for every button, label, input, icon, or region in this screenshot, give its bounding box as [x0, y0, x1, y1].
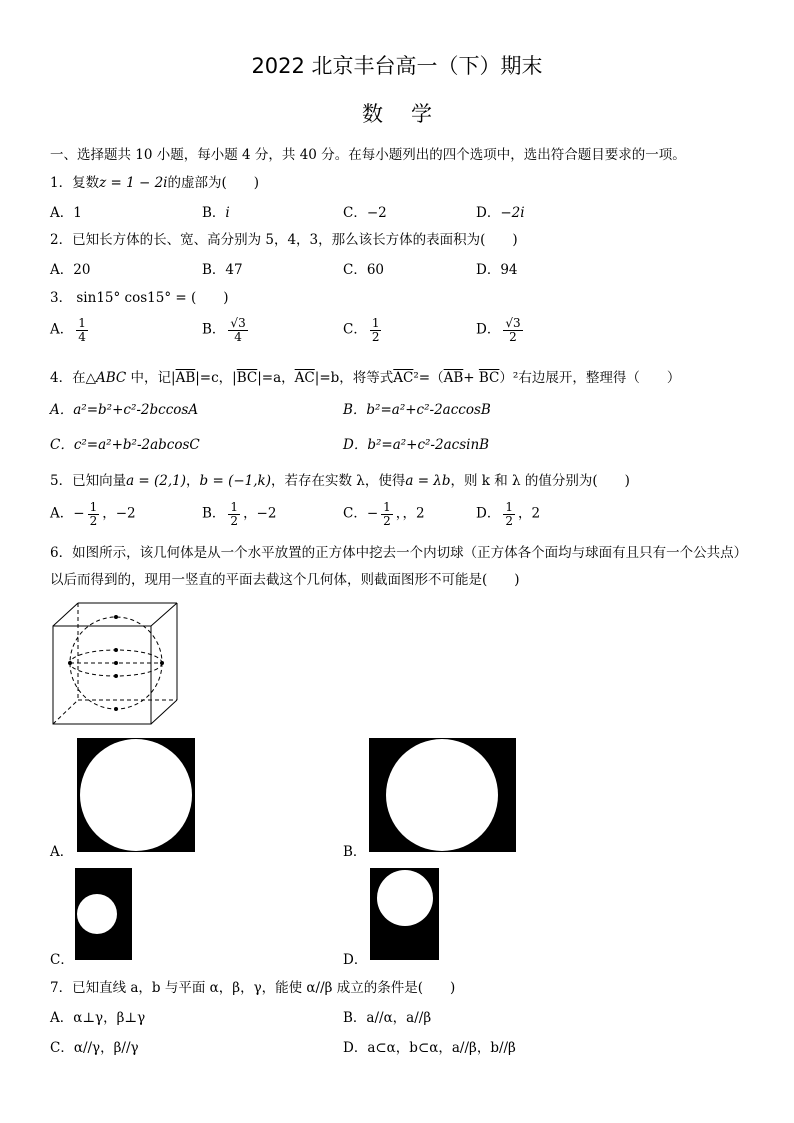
- q1-stem-math: z = 1 − 2i: [99, 175, 168, 191]
- sphere-left-point: [68, 661, 72, 665]
- q4-option-a[interactable]: A．a²=b²+c²-2bccosA: [50, 402, 199, 418]
- q5-a-label: A．−: [50, 505, 85, 522]
- q5-option-d[interactable]: [476, 501, 540, 527]
- q5-a-den: 2: [89, 513, 98, 528]
- question-4-stem: [50, 366, 680, 386]
- q5-c-label: C．−: [343, 505, 379, 522]
- q1-option-b-value: i: [225, 205, 230, 221]
- cube-sphere-figure: [50, 600, 182, 728]
- q5-b-tail: ，−2: [243, 505, 277, 522]
- cube-hidden-depth-edge: [53, 700, 78, 724]
- q2-option-a[interactable]: A．20: [50, 262, 91, 278]
- q6-d-circle: [377, 870, 433, 926]
- q3-a-num: 1: [78, 316, 86, 330]
- q4-stem-6: ²=（: [413, 370, 444, 386]
- q3-d-den: 2: [509, 329, 517, 344]
- q1-option-b[interactable]: [202, 201, 230, 221]
- q1-option-d[interactable]: [476, 201, 525, 221]
- q5-vector-a: a = (2,1): [126, 473, 187, 489]
- q6-option-a-figure[interactable]: [77, 738, 195, 852]
- cube-bottom-right-edge: [151, 700, 177, 724]
- q4-stem-abc: ABC: [95, 370, 127, 386]
- cube-top-right-edge: [151, 603, 177, 626]
- q4-vector-ac-2: $\overline{AC}$: [393, 370, 414, 386]
- q3-option-c-fraction: [370, 317, 382, 343]
- q3-option-b-fraction: [228, 317, 247, 343]
- q3-option-b[interactable]: [202, 317, 251, 343]
- sphere-top-point: [114, 615, 118, 619]
- sphere-center-point: [114, 661, 118, 665]
- q3-option-a[interactable]: [50, 317, 91, 343]
- q4-option-b[interactable]: B．b²=a²+c²-2accosB: [343, 402, 491, 418]
- q3-option-d-fraction: [503, 317, 522, 343]
- q5-stem-3: ，若存在实数 λ，使得: [271, 473, 406, 489]
- q3-option-d-label: D．: [476, 321, 501, 338]
- section-intro: 一、选择题共 10 小题，每小题 4 分，共 40 分。在每小题列出的四个选项中，选出符合题目要求的一项。: [50, 147, 686, 163]
- q1-option-b-label: B．: [202, 205, 226, 221]
- q4-option-c[interactable]: C．c²=a²+b²-2abcosC: [50, 437, 200, 453]
- q1-stem-pre: 1．复数: [50, 175, 100, 191]
- cube-top-left-edge: [53, 603, 78, 626]
- q1-option-c[interactable]: C．−2: [343, 205, 387, 221]
- sphere-right-point: [160, 661, 164, 665]
- q5-stem-2: ，: [186, 473, 200, 489]
- q3-option-a-label: A．: [50, 321, 74, 338]
- question-5-stem: [50, 469, 630, 489]
- q7-option-c[interactable]: C．α//γ，β//γ: [50, 1040, 139, 1056]
- q4-stem-8: ）²右边展开，整理得（ ）: [499, 370, 681, 386]
- q6-option-a-label[interactable]: A．: [50, 844, 74, 860]
- q6-b-circle: [386, 739, 498, 851]
- q3-option-b-label: B．: [202, 321, 226, 338]
- q1-option-a[interactable]: A．1: [50, 205, 82, 221]
- q5-d-num: 1: [505, 500, 513, 514]
- q5-a-fraction: [88, 501, 100, 527]
- sphere-front-point: [114, 674, 118, 678]
- q5-b-num: 1: [230, 500, 239, 514]
- q5-b-label: B．: [202, 505, 226, 522]
- q5-a-num: 1: [89, 500, 98, 514]
- question-7-stem: 7．已知直线 a，b 与平面 α，β，γ，能使 α//β 成立的条件是( ): [50, 980, 456, 996]
- sphere-back-point: [114, 648, 118, 652]
- q6-option-b-figure[interactable]: [369, 738, 516, 852]
- q3-option-c-label: C．: [343, 321, 367, 338]
- q1-stem-post: 的虚部为( ): [167, 175, 260, 191]
- q6-option-c-label[interactable]: C．: [50, 952, 74, 968]
- q5-a-tail: ，−2: [102, 505, 136, 522]
- q6-option-d-figure[interactable]: [370, 868, 439, 960]
- q2-option-d[interactable]: D．94: [476, 262, 518, 278]
- sphere-bottom-point: [114, 707, 118, 711]
- q1-option-d-value: −2i: [500, 205, 525, 221]
- q4-stem-1: 4．在△: [50, 370, 96, 386]
- q6-option-c-figure[interactable]: [75, 868, 132, 960]
- q2-option-c[interactable]: C．60: [343, 262, 385, 278]
- q5-vector-b: b = (−1,k): [199, 473, 271, 489]
- q5-option-b[interactable]: [202, 501, 276, 527]
- q4-stem-7: +: [463, 370, 479, 386]
- subject-heading: 数学: [362, 102, 460, 126]
- q4-stem-5: |=b，将等式: [314, 370, 394, 386]
- q4-vector-bc: $\overline{BC}$: [236, 370, 258, 386]
- question-1-stem: [50, 171, 259, 191]
- q3-option-c[interactable]: [343, 317, 384, 343]
- q4-stem-2: 中，记|: [126, 370, 176, 386]
- q3-b-num: √3: [230, 316, 246, 330]
- q3-option-a-fraction: [76, 317, 88, 343]
- q7-option-d[interactable]: D．a⊂α，b⊂α，a//β，b//β: [343, 1040, 516, 1056]
- q5-option-a[interactable]: [50, 501, 136, 527]
- q2-option-b[interactable]: B．47: [202, 262, 243, 278]
- q3-c-den: 2: [371, 329, 380, 344]
- q5-b-fraction: [228, 501, 240, 527]
- question-3-stem: 3． sin15° cos15° = ( ): [50, 290, 229, 306]
- q5-d-fraction: [503, 501, 515, 527]
- q5-b-den: 2: [230, 513, 239, 528]
- q5-c-num: 1: [383, 500, 391, 514]
- q5-d-den: 2: [505, 513, 513, 528]
- q7-option-a[interactable]: A．α⊥γ，β⊥γ: [50, 1010, 146, 1026]
- q5-equation: a = λb: [405, 473, 451, 489]
- q3-option-d[interactable]: [476, 317, 526, 343]
- q5-d-tail: ，2: [517, 505, 541, 522]
- q6-a-circle: [80, 739, 192, 851]
- question-6-stem: 6．如图所示，该几何体是从一个水平放置的正方体中挖去一个内切球（正方体各个面均与球面有且只有一个公共点）以后而得到的，现用一竖直的平面去截这个几何体，则截面图形不可能是( ): [50, 545, 748, 588]
- page-title: 2022 北京丰台高一（下）期末: [251, 54, 543, 78]
- q5-c-tail: ，，2: [395, 505, 425, 522]
- q4-option-d[interactable]: D．b²=a²+c²-2acsinB: [343, 437, 490, 453]
- q3-c-num: 1: [371, 316, 380, 330]
- q5-stem-1: 5．已知向量: [50, 473, 127, 489]
- q5-c-den: 2: [383, 513, 391, 528]
- q5-d-label: D．: [476, 505, 501, 522]
- q5-stem-4: ，则 k 和 λ 的值分别为( ): [450, 473, 630, 489]
- q1-option-d-label: D．: [476, 205, 501, 221]
- q6-option-b-label[interactable]: B．: [343, 844, 367, 860]
- q4-vector-ab: $\overline{AB}$: [175, 370, 196, 386]
- q5-option-c[interactable]: [343, 501, 425, 527]
- q5-c-fraction: [381, 501, 393, 527]
- q3-b-den: 4: [234, 329, 242, 344]
- q6-option-d-label[interactable]: D．: [343, 952, 368, 968]
- q6-c-circle: [77, 894, 117, 934]
- question-2-stem: 2．已知长方体的长、宽、高分别为 5，4，3，那么该长方体的表面积为( ): [50, 232, 518, 248]
- q4-vector-ab-2: $\overline{AB}$: [443, 370, 464, 386]
- q4-stem-3: |=c，|: [195, 370, 237, 386]
- q4-vector-bc-2: $\overline{BC}$: [478, 370, 500, 386]
- q4-vector-ac: $\overline{AC}$: [294, 370, 315, 386]
- q3-d-num: √3: [505, 316, 521, 330]
- q3-a-den: 4: [78, 329, 86, 344]
- q7-option-b[interactable]: B．a//α，a//β: [343, 1010, 432, 1026]
- q4-stem-4: |=a，: [257, 370, 295, 386]
